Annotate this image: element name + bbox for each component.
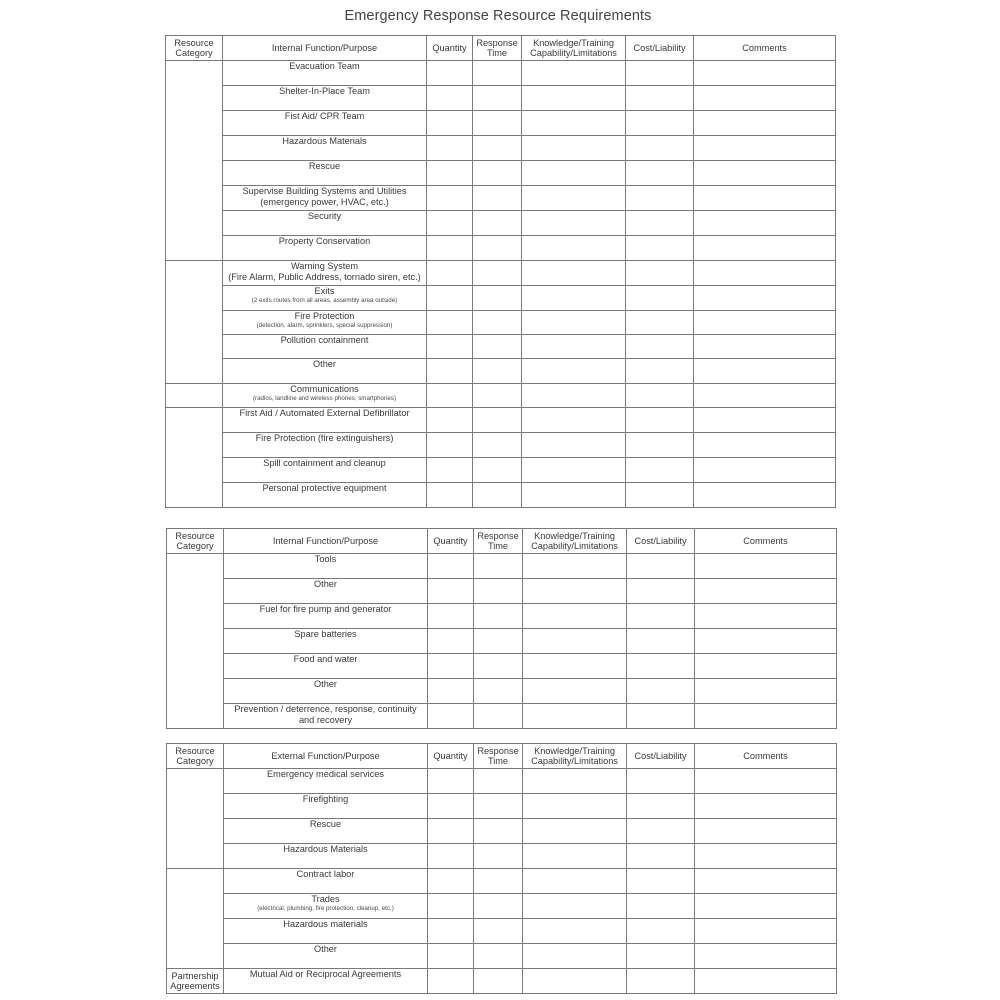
quantity-cell[interactable]: [428, 869, 474, 894]
function-purpose-cell: Evacuation Team: [223, 61, 427, 86]
knowledge-cell[interactable]: [522, 433, 626, 458]
knowledge-cell[interactable]: [523, 604, 627, 629]
response-time-cell[interactable]: [474, 794, 523, 819]
response-time-cell[interactable]: [473, 211, 522, 236]
function-purpose-cell: Emergency medical services: [224, 769, 428, 794]
cost-cell[interactable]: [626, 261, 694, 286]
response-time-cell[interactable]: [473, 458, 522, 483]
function-purpose-cell: Hazardous Materials: [224, 844, 428, 869]
quantity-cell[interactable]: [428, 604, 474, 629]
quantity-cell[interactable]: [428, 554, 474, 579]
header-row: [166, 36, 836, 61]
cost-cell[interactable]: [626, 408, 694, 433]
cost-cell[interactable]: [627, 794, 695, 819]
knowledge-cell[interactable]: [523, 704, 627, 729]
quantity-cell[interactable]: [428, 944, 474, 969]
function-purpose-cell: Trades (electrical, plumbing, fire protection, cleanup, etc.): [224, 894, 428, 919]
header-comments: Comments: [695, 529, 837, 554]
cost-cell[interactable]: [626, 483, 694, 508]
comments-cell[interactable]: [694, 359, 836, 384]
quantity-cell[interactable]: [427, 61, 473, 86]
table-row: [166, 61, 836, 86]
quantity-cell[interactable]: [427, 261, 473, 286]
cost-cell[interactable]: [627, 819, 695, 844]
function-purpose-cell: Hazardous Materials: [223, 136, 427, 161]
cost-cell[interactable]: [626, 161, 694, 186]
quantity-cell[interactable]: [427, 86, 473, 111]
table-row: [167, 944, 837, 969]
table-row: [167, 969, 837, 994]
response-time-cell[interactable]: [474, 869, 523, 894]
header-row: [167, 529, 837, 554]
table-row: [167, 794, 837, 819]
function-purpose-cell: Personal protective equipment: [223, 483, 427, 508]
header-cost: Cost/Liability: [627, 744, 695, 769]
knowledge-cell[interactable]: [523, 654, 627, 679]
comments-cell[interactable]: [694, 211, 836, 236]
function-purpose-cell: Contract labor: [224, 869, 428, 894]
header-knowledge: Knowledge/Training Capability/Limitations: [523, 744, 627, 769]
response-time-cell[interactable]: [474, 844, 523, 869]
cost-cell[interactable]: [627, 869, 695, 894]
quantity-cell[interactable]: [428, 969, 474, 994]
cost-cell[interactable]: [627, 894, 695, 919]
function-purpose-cell: Pollution containment: [223, 335, 427, 359]
knowledge-cell[interactable]: [523, 554, 627, 579]
cost-cell[interactable]: [627, 629, 695, 654]
header-function: Internal Function/Purpose: [224, 529, 428, 554]
comments-cell[interactable]: [694, 311, 836, 335]
function-purpose-cell: Exits (2 exits routes from all areas, assembly area outside): [223, 286, 427, 311]
header-cost: Cost/Liability: [627, 529, 695, 554]
header-resource-category: Resource Category: [166, 36, 223, 61]
table-row: [166, 86, 836, 111]
knowledge-cell[interactable]: [522, 359, 626, 384]
knowledge-cell[interactable]: [522, 111, 626, 136]
internal-resources-table-1: [165, 35, 836, 508]
quantity-cell[interactable]: [428, 629, 474, 654]
knowledge-cell[interactable]: [522, 136, 626, 161]
header-quantity: Quantity: [428, 529, 474, 554]
function-purpose-cell: Shelter-In-Place Team: [223, 86, 427, 111]
knowledge-cell[interactable]: [523, 679, 627, 704]
table-row: [166, 359, 836, 384]
cost-cell[interactable]: [626, 86, 694, 111]
function-purpose-cell: Hazardous materials: [224, 919, 428, 944]
table-row: [166, 286, 836, 311]
knowledge-cell[interactable]: [523, 919, 627, 944]
table-row: [166, 335, 836, 359]
knowledge-cell[interactable]: [522, 311, 626, 335]
knowledge-cell[interactable]: [523, 894, 627, 919]
table-row: [167, 844, 837, 869]
response-time-cell[interactable]: [473, 136, 522, 161]
comments-cell[interactable]: [694, 111, 836, 136]
function-purpose-cell: Food and water: [224, 654, 428, 679]
response-time-cell[interactable]: [473, 286, 522, 311]
quantity-cell[interactable]: [427, 359, 473, 384]
response-time-cell[interactable]: [473, 483, 522, 508]
comments-cell[interactable]: [695, 869, 837, 894]
knowledge-cell[interactable]: [522, 236, 626, 261]
cost-cell[interactable]: [627, 844, 695, 869]
knowledge-cell[interactable]: [522, 483, 626, 508]
table-row: [167, 679, 837, 704]
quantity-cell[interactable]: [427, 211, 473, 236]
response-time-cell[interactable]: [473, 335, 522, 359]
function-purpose-cell: Warning System (Fire Alarm, Public Address, tornado siren, etc.): [223, 261, 427, 286]
comments-cell[interactable]: [695, 654, 837, 679]
quantity-cell[interactable]: [427, 236, 473, 261]
header-function: Internal Function/Purpose: [223, 36, 427, 61]
response-time-cell[interactable]: [473, 186, 522, 211]
resource-category-cell[interactable]: [167, 769, 224, 869]
comments-cell[interactable]: [694, 433, 836, 458]
quantity-cell[interactable]: [427, 433, 473, 458]
cost-cell[interactable]: [626, 458, 694, 483]
cost-cell[interactable]: [626, 211, 694, 236]
table-row: [167, 704, 837, 729]
header-function: External Function/Purpose: [224, 744, 428, 769]
header-resource-category: Resource Category: [167, 744, 224, 769]
comments-cell[interactable]: [695, 969, 837, 994]
comments-cell[interactable]: [695, 919, 837, 944]
quantity-cell[interactable]: [428, 679, 474, 704]
response-time-cell[interactable]: [473, 433, 522, 458]
quantity-cell[interactable]: [427, 483, 473, 508]
internal-resources-table-2: [166, 528, 837, 729]
header-resource-category: Resource Category: [167, 529, 224, 554]
response-time-cell[interactable]: [474, 579, 523, 604]
knowledge-cell[interactable]: [522, 384, 626, 408]
comments-cell[interactable]: [695, 679, 837, 704]
knowledge-cell[interactable]: [522, 335, 626, 359]
comments-cell[interactable]: [694, 384, 836, 408]
table-row: [167, 554, 837, 579]
response-time-cell[interactable]: [474, 629, 523, 654]
table-row: [166, 261, 836, 286]
comments-cell[interactable]: [695, 769, 837, 794]
response-time-cell[interactable]: [474, 769, 523, 794]
comments-cell[interactable]: [695, 629, 837, 654]
comments-cell[interactable]: [694, 261, 836, 286]
function-purpose-cell: Tools: [224, 554, 428, 579]
table-row: [166, 211, 836, 236]
knowledge-cell[interactable]: [522, 86, 626, 111]
cost-cell[interactable]: [626, 111, 694, 136]
function-purpose-cell: Other: [224, 679, 428, 704]
quantity-cell[interactable]: [428, 894, 474, 919]
comments-cell[interactable]: [695, 794, 837, 819]
quantity-cell[interactable]: [427, 161, 473, 186]
table-row: [166, 408, 836, 433]
table-row: [167, 629, 837, 654]
resource-category-cell[interactable]: [167, 869, 224, 969]
resource-category-cell[interactable]: [166, 384, 223, 408]
table-row: [166, 161, 836, 186]
function-purpose-cell: Spill containment and cleanup: [223, 458, 427, 483]
cost-cell[interactable]: [627, 944, 695, 969]
knowledge-cell[interactable]: [522, 211, 626, 236]
table-row: [166, 111, 836, 136]
cost-cell[interactable]: [626, 384, 694, 408]
response-time-cell[interactable]: [473, 359, 522, 384]
table-row: [167, 579, 837, 604]
function-purpose-cell: Prevention / deterrence, response, continuity and recovery: [224, 704, 428, 729]
knowledge-cell[interactable]: [522, 261, 626, 286]
knowledge-cell[interactable]: [523, 969, 627, 994]
response-time-cell[interactable]: [473, 384, 522, 408]
table-row: [166, 433, 836, 458]
header-knowledge: Knowledge/Training Capability/Limitations: [522, 36, 626, 61]
quantity-cell[interactable]: [428, 704, 474, 729]
quantity-cell[interactable]: [428, 819, 474, 844]
resource-category-cell[interactable]: [166, 408, 223, 508]
response-time-cell[interactable]: [474, 554, 523, 579]
resource-category-cell[interactable]: [167, 554, 224, 729]
comments-cell[interactable]: [694, 186, 836, 211]
knowledge-cell[interactable]: [523, 869, 627, 894]
cost-cell[interactable]: [626, 433, 694, 458]
knowledge-cell[interactable]: [523, 944, 627, 969]
comments-cell[interactable]: [694, 61, 836, 86]
resource-category-cell[interactable]: Partnership Agreements: [167, 969, 224, 994]
function-purpose-cell: Spare batteries: [224, 629, 428, 654]
quantity-cell[interactable]: [428, 654, 474, 679]
response-time-cell[interactable]: [473, 261, 522, 286]
function-purpose-cell: Communications (radios, landline and wireless phones, smartphones): [223, 384, 427, 408]
table-row: [167, 894, 837, 919]
knowledge-cell[interactable]: [523, 844, 627, 869]
table-row: [166, 136, 836, 161]
response-time-cell[interactable]: [474, 969, 523, 994]
response-time-cell[interactable]: [473, 161, 522, 186]
comments-cell[interactable]: [694, 86, 836, 111]
function-purpose-cell: Property Conservation: [223, 236, 427, 261]
cost-cell[interactable]: [627, 769, 695, 794]
quantity-cell[interactable]: [427, 384, 473, 408]
cost-cell[interactable]: [627, 654, 695, 679]
knowledge-cell[interactable]: [523, 794, 627, 819]
page-title: Emergency Response Resource Requirements: [344, 8, 652, 24]
table-row: [167, 604, 837, 629]
header-response-time: Response Time: [473, 36, 522, 61]
comments-cell[interactable]: [694, 458, 836, 483]
table-row: [166, 186, 836, 211]
quantity-cell[interactable]: [427, 186, 473, 211]
function-purpose-cell: Mutual Aid or Reciprocal Agreements: [224, 969, 428, 994]
knowledge-cell[interactable]: [523, 819, 627, 844]
comments-cell[interactable]: [695, 579, 837, 604]
comments-cell[interactable]: [695, 819, 837, 844]
table-row: [167, 769, 837, 794]
function-purpose-cell: Fist Aid/ CPR Team: [223, 111, 427, 136]
quantity-cell[interactable]: [428, 794, 474, 819]
table-row: [166, 458, 836, 483]
function-purpose-cell: First Aid / Automated External Defibrillator: [223, 408, 427, 433]
quantity-cell[interactable]: [427, 136, 473, 161]
quantity-cell[interactable]: [428, 579, 474, 604]
quantity-cell[interactable]: [428, 844, 474, 869]
response-time-cell[interactable]: [474, 944, 523, 969]
cost-cell[interactable]: [626, 335, 694, 359]
function-purpose-cell: Security: [223, 211, 427, 236]
resource-category-cell[interactable]: [166, 261, 223, 384]
knowledge-cell[interactable]: [523, 629, 627, 654]
function-purpose-cell: Rescue: [223, 161, 427, 186]
table-row: [167, 819, 837, 844]
header-knowledge: Knowledge/Training Capability/Limitations: [523, 529, 627, 554]
comments-cell[interactable]: [695, 704, 837, 729]
quantity-cell[interactable]: [427, 286, 473, 311]
response-time-cell[interactable]: [473, 86, 522, 111]
cost-cell[interactable]: [626, 311, 694, 335]
quantity-cell[interactable]: [427, 311, 473, 335]
header-cost: Cost/Liability: [626, 36, 694, 61]
function-purpose-cell: Firefighting: [224, 794, 428, 819]
cost-cell[interactable]: [626, 236, 694, 261]
comments-cell[interactable]: [695, 844, 837, 869]
comments-cell[interactable]: [694, 236, 836, 261]
cost-cell[interactable]: [627, 554, 695, 579]
knowledge-cell[interactable]: [522, 286, 626, 311]
function-purpose-cell: Fire Protection (fire extinguishers): [223, 433, 427, 458]
response-time-cell[interactable]: [474, 894, 523, 919]
comments-cell[interactable]: [694, 483, 836, 508]
knowledge-cell[interactable]: [522, 458, 626, 483]
header-comments: Comments: [694, 36, 836, 61]
cost-cell[interactable]: [626, 359, 694, 384]
header-row: [167, 744, 837, 769]
knowledge-cell[interactable]: [522, 186, 626, 211]
comments-cell[interactable]: [694, 408, 836, 433]
response-time-cell[interactable]: [473, 111, 522, 136]
cost-cell[interactable]: [626, 286, 694, 311]
comments-cell[interactable]: [695, 944, 837, 969]
function-purpose-cell: Other: [223, 359, 427, 384]
comments-cell[interactable]: [694, 161, 836, 186]
cost-cell[interactable]: [626, 61, 694, 86]
quantity-cell[interactable]: [427, 111, 473, 136]
quantity-cell[interactable]: [428, 919, 474, 944]
cost-cell[interactable]: [627, 919, 695, 944]
table-row: [166, 384, 836, 408]
cost-cell[interactable]: [626, 186, 694, 211]
quantity-cell[interactable]: [427, 458, 473, 483]
knowledge-cell[interactable]: [523, 579, 627, 604]
external-resources-table: [166, 743, 837, 994]
comments-cell[interactable]: [694, 286, 836, 311]
cost-cell[interactable]: [626, 136, 694, 161]
comments-cell[interactable]: [695, 554, 837, 579]
header-comments: Comments: [695, 744, 837, 769]
knowledge-cell[interactable]: [522, 408, 626, 433]
header-response-time: Response Time: [474, 529, 523, 554]
knowledge-cell[interactable]: [522, 61, 626, 86]
quantity-cell[interactable]: [428, 769, 474, 794]
response-time-cell[interactable]: [474, 819, 523, 844]
comments-cell[interactable]: [695, 894, 837, 919]
quantity-cell[interactable]: [427, 335, 473, 359]
response-time-cell[interactable]: [473, 61, 522, 86]
comments-cell[interactable]: [694, 136, 836, 161]
response-time-cell[interactable]: [473, 408, 522, 433]
table-row: [167, 869, 837, 894]
header-quantity: Quantity: [428, 744, 474, 769]
header-quantity: Quantity: [427, 36, 473, 61]
table-row: [167, 654, 837, 679]
response-time-cell[interactable]: [473, 236, 522, 261]
response-time-cell[interactable]: [473, 311, 522, 335]
function-purpose-cell: Other: [224, 579, 428, 604]
response-time-cell[interactable]: [474, 919, 523, 944]
cost-cell[interactable]: [627, 604, 695, 629]
quantity-cell[interactable]: [427, 408, 473, 433]
function-purpose-cell: Supervise Building Systems and Utilities (emergency power, HVAC, etc.): [223, 186, 427, 211]
function-purpose-cell: Fuel for fire pump and generator: [224, 604, 428, 629]
table-row: [167, 919, 837, 944]
cost-cell[interactable]: [627, 679, 695, 704]
table-row: [166, 311, 836, 335]
cost-cell[interactable]: [627, 704, 695, 729]
cost-cell[interactable]: [627, 579, 695, 604]
header-response-time: Response Time: [474, 744, 523, 769]
response-time-cell[interactable]: [474, 679, 523, 704]
table-row: [166, 236, 836, 261]
knowledge-cell[interactable]: [523, 769, 627, 794]
resource-category-cell[interactable]: [166, 61, 223, 261]
cost-cell[interactable]: [627, 969, 695, 994]
comments-cell[interactable]: [695, 604, 837, 629]
function-purpose-cell: Fire Protection (detection, alarm, sprinklers, special suppression): [223, 311, 427, 335]
knowledge-cell[interactable]: [522, 161, 626, 186]
comments-cell[interactable]: [694, 335, 836, 359]
response-time-cell[interactable]: [474, 654, 523, 679]
table-row: [166, 483, 836, 508]
function-purpose-cell: Rescue: [224, 819, 428, 844]
function-purpose-cell: Other: [224, 944, 428, 969]
response-time-cell[interactable]: [474, 704, 523, 729]
response-time-cell[interactable]: [474, 604, 523, 629]
